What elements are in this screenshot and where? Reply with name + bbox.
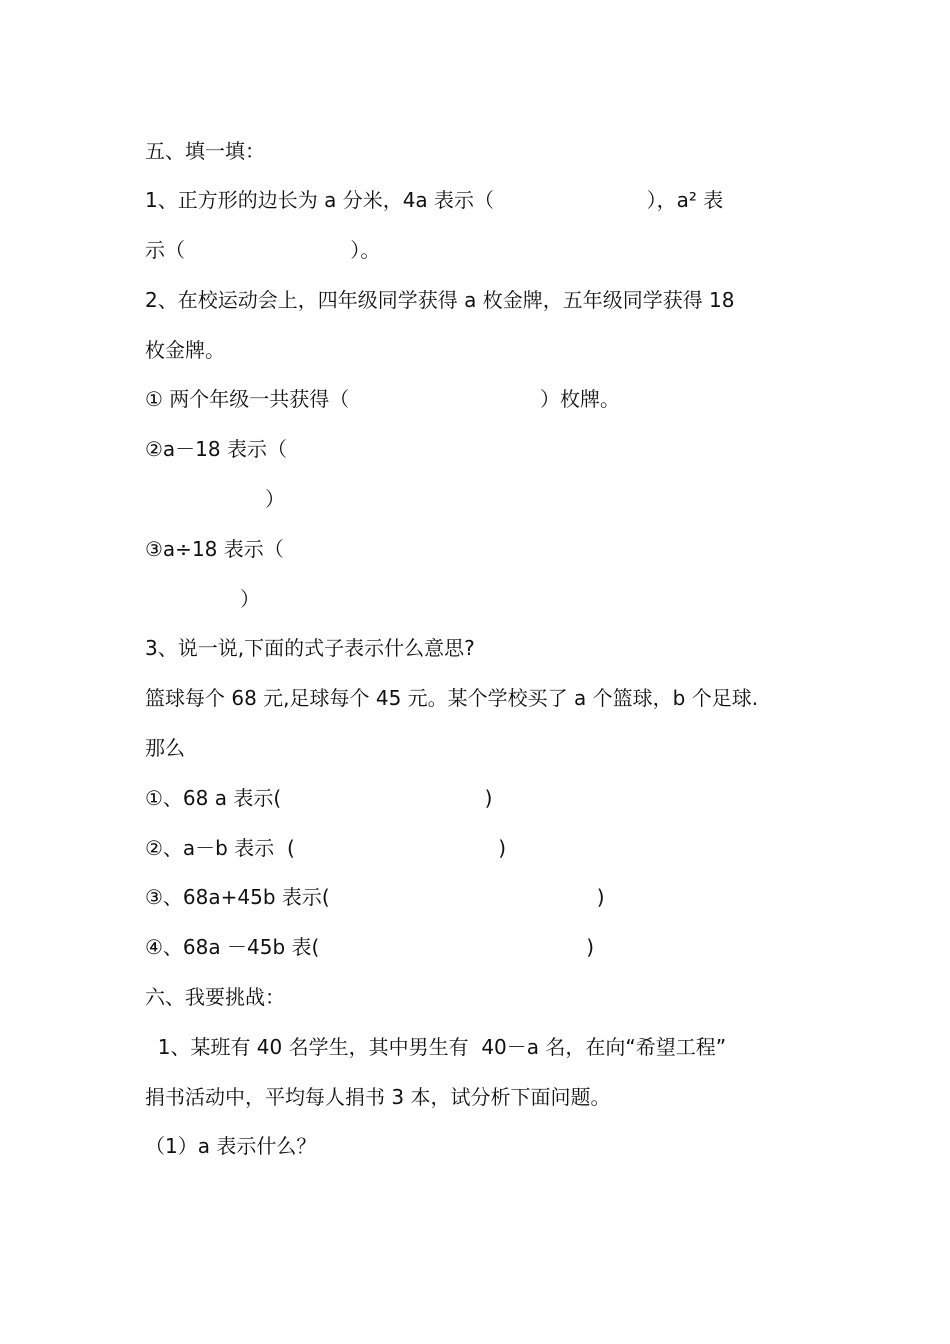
question-3-item-1: ①、68 a 表示( ): [145, 786, 493, 810]
question-3-item-2: ②、a－b 表示 ( ): [145, 836, 506, 860]
question-3-item-3: ③、68a+45b 表示( ): [145, 885, 605, 909]
question-2-sub-3: ③a÷18 表示（: [145, 537, 284, 561]
question-3-title: 3、说一说,下面的式子表示什么意思?: [145, 636, 475, 660]
question-2-line-2: 枚金牌。: [145, 338, 225, 362]
section-5-heading: 五、填一填：: [145, 139, 265, 163]
challenge-1-line-1: 1、某班有 40 名学生，其中男生有 40－a 名，在向“希望工程”: [145, 1035, 727, 1059]
question-1-line-1: 1、正方形的边长为 a 分米，4a 表示（ ），a² 表: [145, 188, 724, 212]
question-2-sub-1: ① 两个年级一共获得（ ）枚牌。: [145, 387, 621, 411]
question-3-context-line-2: 那么: [145, 736, 185, 760]
question-2-sub-2-close: ）: [265, 487, 285, 511]
question-1-line-2: 示（ ）。: [145, 238, 381, 262]
question-2-line-1: 2、在校运动会上，四年级同学获得 a 枚金牌，五年级同学获得 18: [145, 288, 735, 312]
challenge-1-sub-1: （1）a 表示什么？: [145, 1134, 317, 1158]
challenge-1-line-2: 捐书活动中，平均每人捐书 3 本，试分析下面问题。: [145, 1085, 611, 1109]
question-2-sub-3-close: ）: [240, 587, 260, 611]
question-2-sub-2: ②a－18 表示（: [145, 437, 287, 461]
question-3-item-4: ④、68a －45b 表( ): [145, 935, 595, 959]
section-6-heading: 六、我要挑战：: [145, 985, 285, 1009]
question-3-context-line-1: 篮球每个 68 元,足球每个 45 元。某个学校买了 a 个篮球，b 个足球.: [145, 686, 759, 710]
